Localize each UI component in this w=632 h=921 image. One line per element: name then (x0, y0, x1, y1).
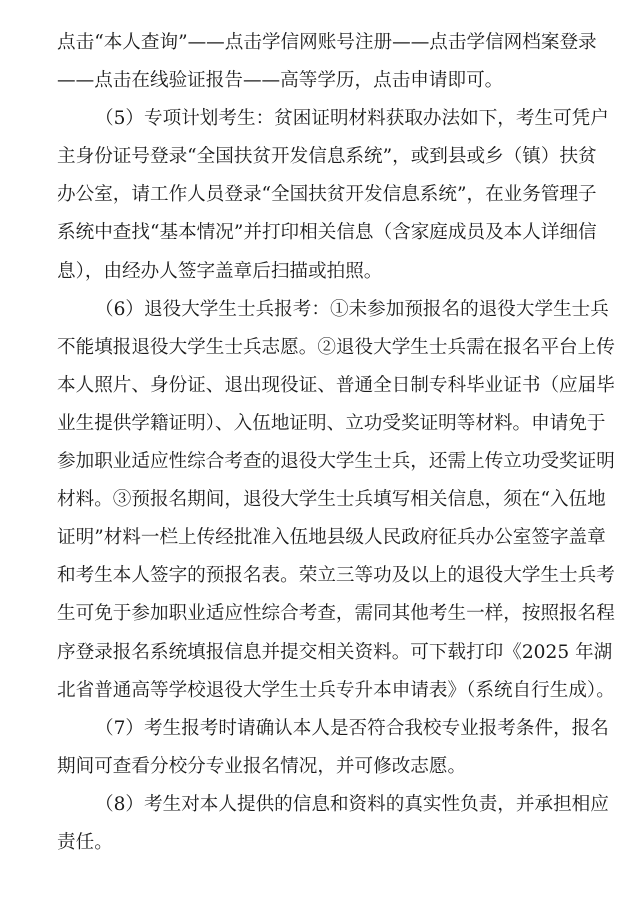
text-line: 息），由经办人签字盖章后扫描或拍照。 (57, 260, 383, 282)
text-line: 参加职业适应性综合考查的退役大学生士兵，还需上传立功受奖证明 (57, 451, 615, 473)
text-line: 北省普通高等学校退役大学生士兵专升本申请表》（系统自行生成）。 (57, 679, 615, 701)
text-line: ——点击在线验证报告——高等学历，点击申请即可。 (57, 70, 504, 92)
text-line: 材料。③预报名期间，退役大学生士兵填写相关信息，须在“入伍地 (57, 489, 606, 511)
text-line: 生可免于参加职业适应性综合考查，需同其他考生一样，按照报名程 (57, 603, 615, 625)
text-line: 和考生本人签字的预报名表。荣立三等功及以上的退役大学生士兵考 (57, 565, 615, 587)
text-line: 系统中查找“基本情况”并打印相关信息（含家庭成员及本人详细信 (57, 222, 597, 244)
text-line: 点击“本人查询”——点击学信网账号注册——点击学信网档案登录 (57, 32, 597, 53)
text-line: 主身份证号登录“全国扶贫开发信息系统”，或到县或乡（镇）扶贫 (57, 146, 597, 168)
text-line: 序登录报名系统填报信息并提交相关资料。可下载打印《2025 年湖 (57, 641, 613, 663)
text-line: 业生提供学籍证明）、入伍地证明、立功受奖证明等材料。申请免于 (57, 412, 606, 434)
text-line: 本人照片、身份证、退出现役证、普通全日制专科毕业证书（应届毕 (57, 374, 615, 396)
paragraph-8-start: （8）考生对本人提供的信息和资料的真实性负责，并承担相应 (95, 793, 609, 815)
text-line: 证明”材料一栏上传经批准入伍地县级人民政府征兵办公室签字盖章 (57, 527, 606, 549)
paragraph-6-start: （6）退役大学生士兵报考：①未参加预报名的退役大学生士兵 (95, 298, 609, 320)
text-line: 期间可查看分校分专业报名情况，并可修改志愿。 (57, 755, 467, 777)
text-line: 责任。 (57, 831, 113, 853)
document-body (57, 24, 615, 862)
paragraph-5-start: （5）专项计划考生：贫困证明材料获取办法如下，考生可凭户 (95, 108, 609, 130)
text-line: 办公室，请工作人员登录“全国扶贫开发信息系统”，在业务管理子 (57, 184, 597, 206)
paragraph-7-start: （7）考生报考时请确认本人是否符合我校专业报考条件，报名 (95, 717, 609, 739)
text-line: 不能填报退役大学生士兵志愿。②退役大学生士兵需在报名平台上传 (57, 336, 615, 358)
